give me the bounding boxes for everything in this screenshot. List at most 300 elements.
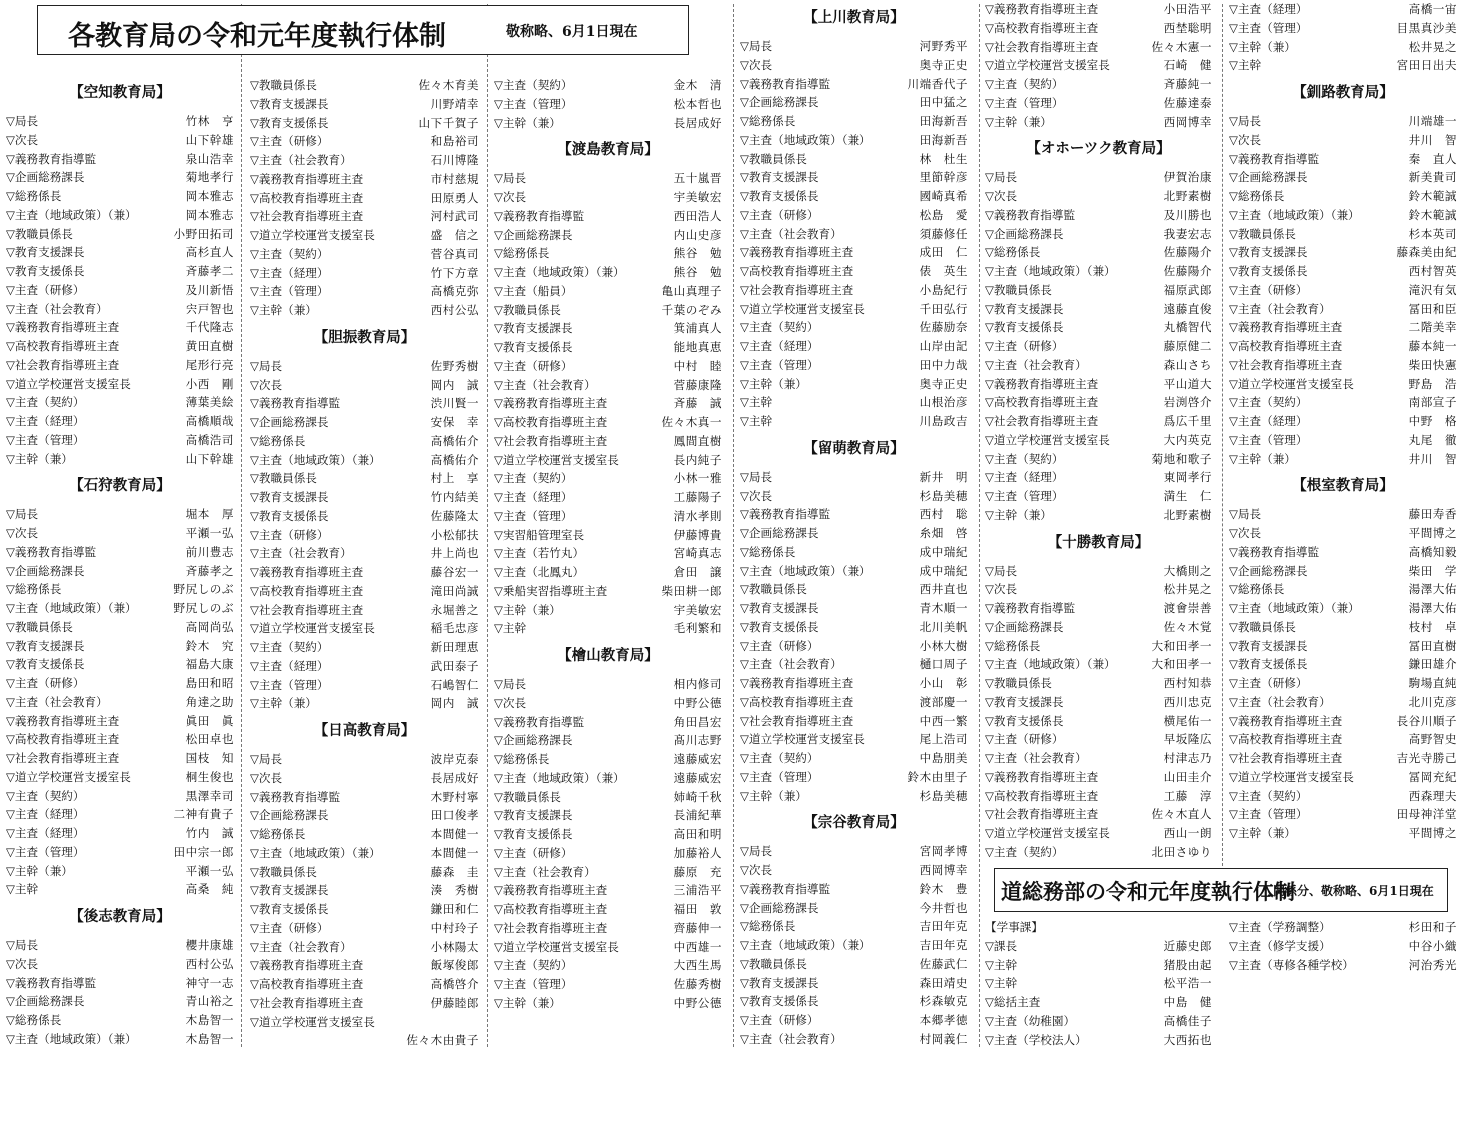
person-name: 佐藤陽介 <box>1163 264 1212 278</box>
person-name: 福島大康 <box>185 657 234 672</box>
staff-row <box>985 431 1212 450</box>
person-name: 藤森美由紀 <box>1396 245 1457 260</box>
staff-row <box>250 844 479 863</box>
person-name: 波岸克泰 <box>430 752 479 766</box>
staff-row <box>985 337 1212 356</box>
staff-row <box>250 975 479 994</box>
staff-row <box>985 618 1212 637</box>
position-label: ▽主査（地域政策）（兼） <box>6 601 137 615</box>
position-label: ▽主査（経理） <box>494 490 573 504</box>
position-label: ▽教育支援係長 <box>250 902 329 916</box>
person-name: 小島紀行 <box>919 282 968 297</box>
person-name: 須藤修任 <box>919 226 968 241</box>
position-label: ▽義務教育指導班主査 <box>1229 320 1343 335</box>
staff-row <box>740 75 968 94</box>
staff-row <box>250 488 479 507</box>
position-label: ▽主幹 <box>985 976 1018 991</box>
staff-row <box>250 1013 479 1032</box>
position-label: ▽教育支援係長 <box>1229 264 1308 278</box>
column-3 <box>494 76 722 1127</box>
person-name: 高橋佳子 <box>1163 1013 1212 1028</box>
person-name: 国枝 知 <box>185 751 234 765</box>
staff-row <box>740 768 968 787</box>
headline-subtitle: 敬称略、6月1日現在 <box>506 24 638 40</box>
bureau-title: 【留萌教育局】 <box>803 440 905 457</box>
staff-row <box>6 225 234 244</box>
person-name: 斉藤孝之 <box>185 563 234 578</box>
person-name: 中野公德 <box>673 695 722 710</box>
person-name: 相内修司 <box>673 677 722 691</box>
person-name: 松井晃之 <box>1163 582 1212 597</box>
staff-row <box>1229 243 1457 262</box>
position-label: ▽高校教育指導班主査 <box>985 788 1099 803</box>
person-name: 山田圭介 <box>1163 769 1212 784</box>
person-name: 千田弘行 <box>919 301 968 316</box>
person-name: 小林大樹 <box>919 638 968 653</box>
person-name: 髙川志野 <box>673 733 722 748</box>
staff-row <box>1229 56 1457 75</box>
person-name: 眞田 眞 <box>185 713 234 728</box>
position-label: ▽総務係長 <box>250 433 306 448</box>
person-name: 尾形行亮 <box>185 357 234 372</box>
position-label: ▽義務教育指導監 <box>740 507 831 522</box>
position-label: ▽社会教育指導班主査 <box>6 751 120 765</box>
staff-row <box>740 243 968 262</box>
staff-row <box>985 262 1212 281</box>
staff-row <box>494 526 722 545</box>
position-label: ▽教育支援係長 <box>740 994 819 1009</box>
staff-row <box>740 393 968 412</box>
staff-row <box>1229 730 1457 749</box>
position-label: ▽教育支援係長 <box>985 320 1064 335</box>
person-name: 松島 愛 <box>919 207 968 222</box>
staff-row <box>250 788 479 807</box>
staff-row <box>985 787 1212 806</box>
staff-row <box>6 749 234 768</box>
staff-row <box>494 488 722 507</box>
staff-row <box>985 356 1212 375</box>
staff-row <box>985 655 1212 674</box>
staff-row <box>6 337 234 356</box>
person-name: 中野 格 <box>1408 414 1457 428</box>
position-label: ▽主幹 <box>494 621 527 636</box>
position-label: ▽主査（管理） <box>985 95 1064 110</box>
position-label: ▽主査（研修） <box>740 207 819 222</box>
person-name: 長内純子 <box>673 452 722 467</box>
person-name: 渡會崇善 <box>1163 601 1212 615</box>
staff-row <box>494 694 722 713</box>
person-name: 田中猛之 <box>919 95 968 110</box>
person-name: 鈴木由里子 <box>907 769 968 784</box>
staff-row <box>494 301 722 320</box>
staff-row <box>250 432 479 451</box>
person-name: 田原勇人 <box>430 190 479 205</box>
person-name: 高橋佑介 <box>430 433 479 448</box>
person-name: 佐野秀樹 <box>430 358 479 373</box>
position-label: ▽主幹（兼） <box>1229 451 1296 466</box>
position-label: ▽主査（管理） <box>1229 20 1308 35</box>
position-label: ▽主査（契約） <box>6 788 85 803</box>
position-label: ▽主査（地域政策）（兼） <box>494 265 625 279</box>
staff-row <box>250 638 479 657</box>
position-label: ▽主幹（兼） <box>740 376 807 391</box>
position-label: ▽主査（修学支援） <box>1229 938 1331 953</box>
position-label: ▽主査（管理） <box>250 677 329 692</box>
staff-row <box>250 301 479 320</box>
person-name: 小野田拓司 <box>173 226 234 241</box>
staff-row <box>494 601 722 620</box>
person-name: 井上尚也 <box>430 546 479 561</box>
staff-row <box>740 712 968 731</box>
staff-row <box>250 694 479 713</box>
position-label: ▽主査（契約） <box>250 640 329 654</box>
position-label: ▽教育支援係長 <box>740 189 819 203</box>
person-name: 糸畑 啓 <box>919 526 968 540</box>
staff-row <box>985 187 1212 206</box>
staff-row <box>985 487 1212 506</box>
staff-row <box>740 693 968 712</box>
staff-row <box>985 712 1212 731</box>
position-label: ▽道立学校運営支援室長 <box>494 452 619 467</box>
position-label: ▽義務教育指導班主査 <box>494 883 608 898</box>
person-name: 角田昌宏 <box>673 714 722 729</box>
position-label: ▽主査（社会教育） <box>985 357 1087 372</box>
position-label: ▽主幹 <box>740 395 773 410</box>
position-label: ▽道立学校運営支援室長 <box>1229 376 1354 391</box>
person-name: 高野智史 <box>1408 732 1457 747</box>
position-label: ▽主査（専修各種学校） <box>1229 957 1354 972</box>
staff-row <box>985 225 1212 244</box>
staff-row <box>494 713 722 732</box>
person-name: 新田理恵 <box>430 640 479 654</box>
person-name: 木野村寧 <box>430 789 479 804</box>
person-name: 宮田日出夫 <box>1396 58 1457 73</box>
person-name: 工藤陽子 <box>673 490 722 504</box>
position-label: ▽社会教育指導班主査 <box>6 357 120 372</box>
staff-row <box>1229 768 1457 787</box>
person-name: 飯塚俊郎 <box>430 958 479 973</box>
person-name: 林 杜生 <box>919 151 968 166</box>
staff-row <box>740 468 968 487</box>
position-label: ▽教育支援係長 <box>740 619 819 634</box>
staff-row <box>250 76 479 95</box>
person-name: 市村慈規 <box>430 171 479 186</box>
position-label: ▽総務係長 <box>250 827 306 841</box>
position-label: ▽道立学校運営支援室長 <box>250 1014 375 1029</box>
position-label: ▽主幹（兼） <box>6 451 73 466</box>
position-label: ▽主査（船員） <box>494 283 573 298</box>
position-label: ▽主幹（兼） <box>985 507 1052 522</box>
staff-row <box>6 936 234 955</box>
staff-row <box>494 938 722 957</box>
person-name: 伊藤博貴 <box>673 527 722 542</box>
staff-row <box>740 56 968 75</box>
staff-row <box>1229 824 1457 843</box>
staff-row <box>985 168 1212 187</box>
position-label: ▽主査（研修） <box>6 282 85 297</box>
position-label: ▽主査（経理） <box>985 470 1064 485</box>
position-label: ▽主査（契約） <box>985 451 1064 466</box>
staff-row <box>494 919 722 938</box>
person-name: 大西生馬 <box>673 958 722 973</box>
person-name: 前川豊志 <box>185 544 234 559</box>
person-name: 秦 直人 <box>1408 151 1457 166</box>
person-name: 薄葉美絵 <box>185 395 234 410</box>
staff-row <box>1229 150 1457 169</box>
person-name: 菊地和歌子 <box>1151 451 1212 466</box>
position-label: ▽主査（管理） <box>1229 807 1308 822</box>
staff-row <box>494 900 722 919</box>
position-label: ▽義務教育指導班主査 <box>985 376 1099 391</box>
person-name: 大西拓也 <box>1163 1032 1212 1047</box>
staff-row <box>740 917 968 936</box>
position-label: ▽企画総務課長 <box>985 619 1064 634</box>
person-name: 中村 睦 <box>673 358 722 373</box>
staff-row <box>740 618 968 637</box>
staff-row <box>985 843 1212 862</box>
person-name: 中島 健 <box>1163 995 1212 1009</box>
position-label: ▽総務係長 <box>985 245 1041 260</box>
person-name: 熊谷 勉 <box>673 265 722 279</box>
staff-row <box>6 805 234 824</box>
position-label: ▽道立学校運営支援室長 <box>250 621 375 636</box>
staff-row <box>740 974 968 993</box>
position-label: ▽主査（契約） <box>250 246 329 261</box>
staff-row <box>494 394 722 413</box>
person-name: 長浦紀華 <box>673 808 722 823</box>
staff-row <box>1229 168 1457 187</box>
position-label: ▽義務教育指導監 <box>740 881 831 896</box>
staff-row <box>985 937 1212 956</box>
staff-row <box>985 0 1212 19</box>
staff-row <box>1229 225 1457 244</box>
staff-row <box>1229 787 1457 806</box>
staff-row <box>985 300 1212 319</box>
position-label: ▽義務教育指導監 <box>494 208 585 223</box>
person-name: 角達之助 <box>185 694 234 709</box>
staff-row <box>250 881 479 900</box>
staff-row <box>250 750 479 769</box>
position-label: ▽社会教育指導班主査 <box>1229 751 1343 765</box>
person-name: 駒場直純 <box>1408 676 1457 690</box>
position-label: ▽高校教育指導班主査 <box>6 339 120 353</box>
staff-row <box>1229 187 1457 206</box>
person-name: 佐藤武仁 <box>919 956 968 971</box>
staff-row <box>494 188 722 207</box>
person-name: 西村智英 <box>1408 264 1457 278</box>
position-label: ▽高校教育指導班主査 <box>985 20 1099 35</box>
person-name: 及川勝也 <box>1163 207 1212 222</box>
staff-row <box>740 599 968 618</box>
position-label: ▽教育支援係長 <box>250 508 329 523</box>
position-label: ▽企画総務課長 <box>250 808 329 823</box>
staff-row <box>985 243 1212 262</box>
person-name: 福田 敦 <box>673 902 722 916</box>
person-name: 遠藤威宏 <box>673 752 722 766</box>
staff-row <box>985 38 1212 57</box>
position-label: ▽主査（北鳳丸） <box>494 565 585 579</box>
person-name: 三浦浩平 <box>673 883 722 898</box>
position-label: ▽主査（研修） <box>6 676 85 690</box>
person-name: 柴田 学 <box>1408 563 1457 578</box>
staff-row <box>494 263 722 282</box>
person-name: 小山 彰 <box>919 676 968 690</box>
position-label: ▽教育支援課長 <box>1229 638 1308 653</box>
position-label: ▽課長 <box>985 938 1018 953</box>
staff-row <box>1229 505 1457 524</box>
staff-row <box>250 544 479 563</box>
person-name: 亀山真理子 <box>661 283 722 298</box>
position-label: ▽教育支援課長 <box>740 601 819 615</box>
person-name: 井川 智 <box>1408 132 1457 147</box>
position-label: ▽主査（研修） <box>494 845 573 860</box>
position-label: ▽教育支援課長 <box>494 808 573 823</box>
person-name: 宍戸智也 <box>185 301 234 316</box>
person-name: 斉藤純一 <box>1163 77 1212 91</box>
person-name: 及川新悟 <box>185 282 234 297</box>
column-divider <box>1222 4 1223 871</box>
position-label: ▽主査（管理） <box>6 432 85 447</box>
position-label: ▽道立学校運営支援室長 <box>740 732 865 747</box>
person-name: 佐々木憲一 <box>1151 39 1212 54</box>
staff-row <box>6 131 234 150</box>
position-label: ▽教職員係長 <box>6 226 73 241</box>
person-name: 中村玲子 <box>430 920 479 935</box>
staff-row <box>250 863 479 882</box>
position-label: ▽企画総務課長 <box>6 563 85 578</box>
position-label: ▽道立学校運営支援室長 <box>985 432 1110 447</box>
staff-row <box>6 992 234 1011</box>
staff-row <box>1229 805 1457 824</box>
person-name: 冨田直樹 <box>1408 638 1457 653</box>
person-name: 杉本英司 <box>1408 226 1457 241</box>
person-name: 渋川賢一 <box>430 396 479 411</box>
position-label: ▽主査（社会教育） <box>740 657 842 672</box>
position-label: ▽次長 <box>6 526 39 540</box>
person-name: 長居成好 <box>430 770 479 785</box>
staff-row <box>740 262 968 281</box>
bureau-title: 【上川教育局】 <box>803 10 905 26</box>
position-label: ▽道立学校運営支援室長 <box>740 301 865 316</box>
position-label: ▽次長 <box>985 189 1018 203</box>
person-name: 田母神洋堂 <box>1396 807 1457 822</box>
person-name: 佐藤秀樹 <box>673 977 722 991</box>
staff-row <box>6 112 234 131</box>
position-label: ▽高校教育指導班主査 <box>250 977 364 991</box>
staff-row <box>250 170 479 189</box>
staff-row <box>1229 599 1457 618</box>
staff-row <box>494 376 722 395</box>
position-label: ▽総務係長 <box>6 189 62 203</box>
person-name: 川端香代子 <box>907 76 968 91</box>
staff-row <box>250 657 479 676</box>
position-label: ▽義務教育指導班主査 <box>250 171 364 186</box>
person-name: 加藤裕人 <box>673 845 722 860</box>
staff-row <box>740 131 968 150</box>
staff-row <box>6 618 234 637</box>
position-label: ▽主幹（兼） <box>6 863 73 878</box>
person-name: 佐々木真一 <box>661 415 722 429</box>
staff-row <box>6 674 234 693</box>
staff-row <box>494 507 722 526</box>
person-name: 藤原健二 <box>1163 339 1212 353</box>
person-name: 二階美幸 <box>1408 320 1457 335</box>
person-name: 泉山浩幸 <box>185 151 234 166</box>
position-label: ▽局長 <box>494 171 527 186</box>
position-label: ▽主査（地域政策）（兼） <box>1229 207 1360 222</box>
staff-row <box>6 412 234 431</box>
position-label: ▽局長 <box>985 563 1018 578</box>
position-label: ▽教育支援係長 <box>6 657 85 672</box>
person-name: 鈴木範誠 <box>1408 207 1457 222</box>
person-name: 北野素樹 <box>1163 189 1212 203</box>
person-name: 鈴木 究 <box>185 638 234 653</box>
staff-row <box>6 543 234 562</box>
staff-row <box>985 450 1212 469</box>
person-name: 鈴木範誠 <box>1408 189 1457 203</box>
position-label: ▽総務係長 <box>740 544 796 559</box>
position-label: ▽次長 <box>6 132 39 147</box>
position-label: ▽企画総務課長 <box>6 994 85 1009</box>
position-label: ▽社会教育指導班主査 <box>250 602 364 617</box>
position-label: ▽局長 <box>250 358 283 373</box>
person-name: 田海新吾 <box>919 132 968 147</box>
staff-row <box>740 375 968 394</box>
staff-row <box>250 956 479 975</box>
person-name: 村上 享 <box>430 471 479 486</box>
position-label: ▽主査（地域政策）（兼） <box>985 657 1116 672</box>
position-label: ▽社会教育指導班主査 <box>985 807 1099 822</box>
staff-row <box>1229 375 1457 394</box>
person-name: 中野公德 <box>673 995 722 1010</box>
position-label: ▽局長 <box>6 507 39 522</box>
person-name: 山下幹雄 <box>185 132 234 147</box>
position-label: ▽主査（地域政策）（兼） <box>6 207 137 222</box>
staff-row <box>494 881 722 900</box>
staff-row <box>6 974 234 993</box>
person-name: 千葉のぞみ <box>661 302 722 317</box>
staff-row <box>494 207 722 226</box>
staff-row <box>250 806 479 825</box>
staff-row <box>6 1030 234 1049</box>
person-name: 井川 智 <box>1408 451 1457 466</box>
person-name: 平瀬一弘 <box>185 526 234 540</box>
staff-row <box>985 75 1212 94</box>
staff-row <box>985 580 1212 599</box>
person-name: 岡本雅志 <box>185 207 234 222</box>
position-label: ▽義務教育指導班主査 <box>6 320 120 335</box>
staff-row <box>985 824 1212 843</box>
position-label: ▽教育支援係長 <box>985 713 1064 728</box>
person-name: 宇美敏宏 <box>673 190 722 204</box>
person-name: 鎌田和仁 <box>430 902 479 916</box>
person-name: 新美貴司 <box>1408 170 1457 185</box>
position-label: ▽主査（研修） <box>1229 282 1308 297</box>
position-label: ▽教育支援課長 <box>250 96 329 111</box>
position-label: ▽主査（管理） <box>494 977 573 991</box>
person-name: 金木 清 <box>673 78 722 92</box>
position-label: ▽主査（学校法人） <box>985 1032 1087 1047</box>
person-name: 竹内結美 <box>430 490 479 504</box>
person-name: 石崎 健 <box>1163 58 1212 73</box>
position-label: ▽次長 <box>740 863 773 877</box>
staff-row <box>6 450 234 469</box>
position-label: ▽総括主査 <box>985 995 1041 1009</box>
position-label: ▽主査（研修） <box>985 339 1064 353</box>
position-label: ▽道立学校運営支援室長 <box>985 826 1110 840</box>
position-label: ▽義務教育指導監 <box>985 601 1076 615</box>
position-label: ▽義務教育指導班主査 <box>250 958 364 973</box>
